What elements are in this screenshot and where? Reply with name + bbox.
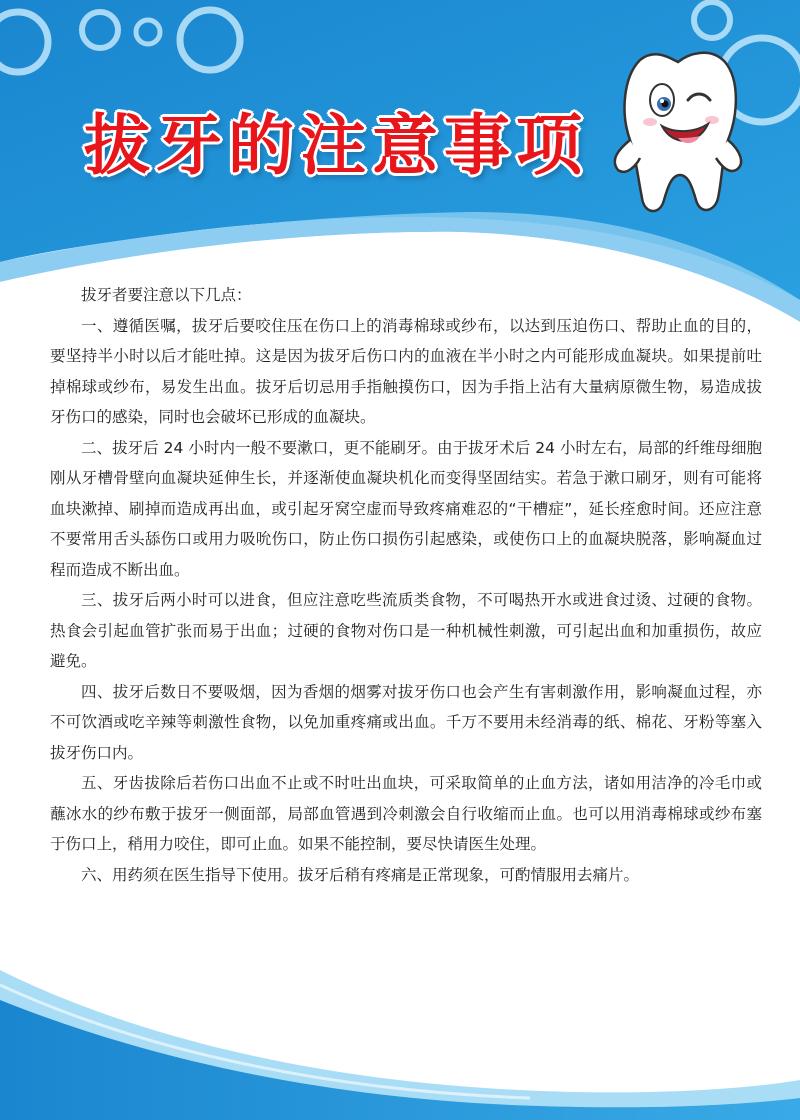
- list-item: 五、牙齿拔除后若伤口出血不止或不时吐出血块，可采取简单的止血方法，诸如用洁净的冷毛巾或蘸冰水的纱布敷于拔牙一侧面部，局部血管遇到冷刺激会自行收缩而止血。也可以用消毒棉球或纱布塞于伤口上，稍用力咬住，即可止血。如果不能控制，要尽快请医生处理。: [50, 774, 762, 853]
- list-item: 四、拔牙后数日不要吸烟，因为香烟的烟雾对拔牙伤口也会产生有害刺激作用，影响凝血过程，亦不可饮酒或吃辛辣等刺激性食物，以免加重疼痛或出血。千万不要用未经消毒的纸、棉花、牙粉等塞入拔牙伤口内。: [50, 682, 762, 762]
- smiling-tooth-mascot-icon: [600, 40, 750, 230]
- list-item: 一、遵循医嘱，拔牙后要咬住压在伤口上的消毒棉球或纱布，以达到压迫伤口、帮助止血的目的，要坚持半小时以后才能吐掉。这是因为拔牙后伤口内的血液在半小时之内可能形成血凝块。如果提前吐掉棉球或纱布，易发生出血。拔牙后切忌用手指触摸伤口，因为手指上沾有大量病原微生物，易造成拔牙伤口的感染，同时也会破坏已形成的血凝块。: [50, 316, 762, 426]
- intro-text: 拔牙者要注意以下几点：: [81, 286, 252, 304]
- list-item: 二、拔牙后 24 小时内一般不要漱口，更不能刷牙。由于拔牙术后 24 小时左右，局部的纤维母细胞刚从牙槽骨壁向血凝块延伸生长，并逐渐使血凝块机化而变得坚固结实。若急于漱口刷牙，则有可能将血块漱掉、刷掉而造成再出血，或引起牙窝空虚而导致疼痛难忍的“干槽症”，延长痊愈时间。还应注意不要常用舌头舔伤口或用力吸吮伤口，防止伤口损伤引起感染，或使伤口上的血凝块脱落，影响凝血过程而造成不断出血。: [50, 438, 762, 579]
- list-item: 三、拔牙后两小时可以进食，但应注意吃些流质类食物，不可喝热开水或进食过烫、过硬的食物。热食会引起血管扩张而易于出血；过硬的食物对伤口是一种机械性刺激，可引起出血和加重损伤，故应避免。: [50, 591, 762, 670]
- list-item: 六、用药须在医生指导下使用。拔牙后稍有疼痛是正常现象，可酌情服用去痛片。: [81, 865, 640, 884]
- notice-body: [50, 280, 762, 890]
- page-title: 拔牙的注意事项: [84, 107, 588, 184]
